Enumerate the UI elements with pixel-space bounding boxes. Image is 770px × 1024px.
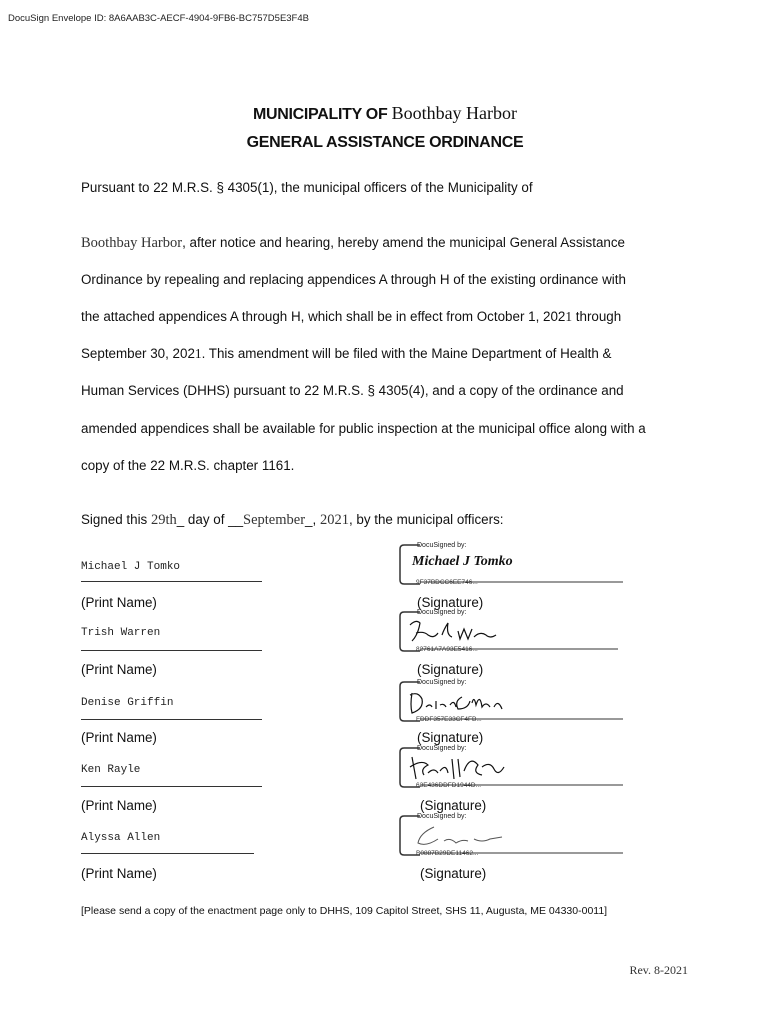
signature-label: (Signature)	[420, 866, 487, 881]
print-name-value: Michael J Tomko	[81, 561, 181, 573]
body-line-5-c: . This amendment will be filed with the Maine Department of Health &	[201, 346, 612, 361]
docusigned-by-label: DocuSigned by:	[417, 813, 467, 820]
signature-image-text: Michael J Tomko	[412, 554, 513, 569]
print-name-label: (Print Name)	[81, 595, 157, 610]
signature-label: (Signature)	[417, 662, 484, 677]
docusign-signer-id: 63E436DDFD1944D...	[416, 782, 482, 789]
signature-label: (Signature)	[420, 798, 487, 813]
print-name-line	[81, 853, 254, 854]
print-name-line	[81, 650, 262, 651]
municipality-name: Boothbay Harbor	[391, 103, 518, 123]
body-line-5-year-digit: 1	[194, 346, 202, 361]
body-line-4-a: the attached appendices A through H, which shall be in effect from October 1, 202	[81, 309, 566, 324]
print-name-value: Alyssa Allen	[81, 832, 161, 844]
body-line-5	[81, 346, 611, 362]
signed-day: 29th	[150, 512, 177, 528]
docusign-envelope-id: DocuSign Envelope ID: 8A6AAB3C-AECF-4904-9FB6-BC757D5E3F4B	[8, 13, 309, 24]
docusign-signature-block	[398, 679, 628, 723]
print-name-label: (Print Name)	[81, 730, 157, 745]
signed-suffix: , by the municipal officers:	[348, 512, 504, 527]
docusigned-by-label: DocuSigned by:	[417, 609, 467, 616]
enactment-note: [Please send a copy of the enactment page only to DHHS, 109 Capitol Street, SHS 11, Augusta, ME 04330-0011]	[81, 905, 608, 917]
print-name-label: (Print Name)	[81, 662, 157, 677]
body-line-1: Pursuant to 22 M.R.S. § 4305(1), the municipal officers of the Municipality of	[81, 180, 533, 195]
docusign-signature-block	[398, 813, 628, 857]
print-name-value: Ken Rayle	[81, 764, 141, 776]
signature-label: (Signature)	[417, 730, 484, 745]
title-prefix: MUNICIPALITY OF	[252, 106, 392, 123]
docusign-signature-block	[398, 745, 628, 789]
docusign-signature-block	[398, 542, 628, 586]
body-line-7: amended appendices shall be available for public inspection at the municipal office along with a	[81, 421, 646, 436]
body-line-8: copy of the 22 M.R.S. chapter 1161.	[81, 458, 295, 473]
docusign-signer-id: 9F37BDCC6EE746...	[416, 579, 478, 586]
body-line-3: Ordinance by repealing and replacing appendices A through H of the existing ordinance with	[81, 272, 626, 287]
print-name-value: Denise Griffin	[81, 697, 174, 709]
print-name-line	[81, 786, 262, 787]
signed-line	[81, 512, 504, 529]
print-name-label: (Print Name)	[81, 798, 157, 813]
docusign-signer-id: 82761A7A93E5416...	[416, 646, 478, 653]
docusign-signer-id: FDDF357E33CF4FB...	[416, 716, 482, 723]
body-line-6: Human Services (DHHS) pursuant to 22 M.R.S. § 4305(4), and a copy of the ordinance and	[81, 383, 624, 398]
print-name-line	[81, 719, 262, 720]
docusign-signer-id: B0887B29DE11462...	[416, 850, 479, 857]
body-line-4-c: through	[572, 309, 622, 324]
docusigned-by-label: DocuSigned by:	[417, 745, 467, 752]
page-subtitle: GENERAL ASSISTANCE ORDINANCE	[246, 134, 524, 151]
body-line-2-text: , after notice and hearing, hereby amend the municipal General Assistance	[182, 235, 625, 250]
signature-label: (Signature)	[417, 595, 484, 610]
body-line-4	[81, 309, 621, 325]
docusigned-by-label: DocuSigned by:	[417, 542, 467, 549]
print-name-label: (Print Name)	[81, 866, 157, 881]
body-line-5-a: September 30, 202	[81, 346, 195, 361]
signed-year: 2021	[319, 512, 349, 528]
body-line-4-year-digit: 1	[565, 309, 573, 324]
print-name-line	[81, 581, 262, 582]
signed-mid2: _,	[305, 512, 320, 527]
signed-prefix: Signed this	[81, 512, 151, 527]
signed-month: September	[243, 512, 306, 528]
municipality-fill: Boothbay Harbor	[81, 235, 183, 251]
signed-mid1: _ day of __	[176, 512, 244, 527]
docusigned-by-label: DocuSigned by:	[417, 679, 467, 686]
page-title	[0, 103, 770, 124]
docusign-signature-block	[398, 609, 628, 653]
body-line-2	[81, 235, 625, 252]
revision-label: Rev. 8-2021	[629, 963, 688, 977]
print-name-value: Trish Warren	[81, 627, 161, 639]
